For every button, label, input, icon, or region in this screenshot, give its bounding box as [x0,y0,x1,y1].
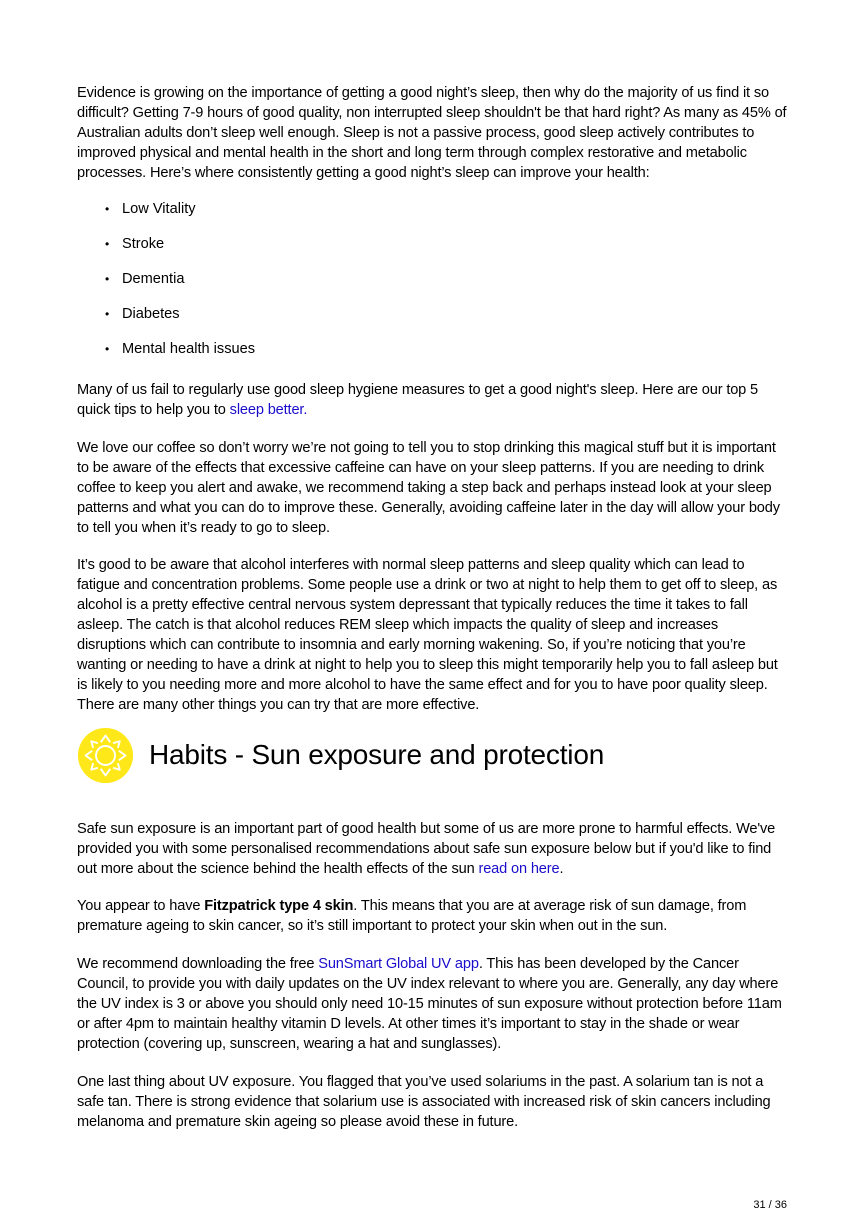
list-item: • Diabetes [105,306,180,322]
bullet: • [105,272,110,286]
solarium-paragraph: One last thing about UV exposure. You flagged that you’ve used solariums in the past. A solarium tan is not a safe tan. There is strong evidence that solarium use is associated with increased risk of skin cancers including melanoma and premature skin ageing so please avoid these in future. [77,1074,771,1130]
bullet: • [105,202,110,216]
uv-app-paragraph: We recommend downloading the free SunSmart Global UV app. This has been developed by the Cancer Council, to provide you with daily updates on the UV index relevant to where you are. Generally, any day where the UV index is 3 or above you should only need 10-15 minutes of sun exposure without protection before 11am or after 4pm to maintain healthy vitamin D levels. At other times it’s important to stay in the shade or wear protection (covering up, sunscreen, wearing a hat and sunglasses). [77,956,782,1052]
sleep-intro-paragraph: Evidence is growing on the importance of getting a good night’s sleep, then why do the majority of us find it so difficult? Getting 7-9 hours of good quality, non interrupted sleep shouldn't be that hard right? As many as 45% of Australian adults don’t sleep well enough. Sleep is not a passive process, good sleep actively contributes to improved physical and mental health in the short and long term through complex restorative and metabolic processes. Here’s where consistently getting a good night’s sleep can improve your health: [77,85,787,181]
section-title: Habits - Sun exposure and protection [149,739,605,770]
sunsmart-app-link[interactable]: SunSmart Global UV app [318,956,479,972]
sleep-better-link[interactable]: sleep better. [229,402,308,418]
bullet: • [105,237,110,251]
alcohol-paragraph: It’s good to be aware that alcohol interferes with normal sleep patterns and sleep quality which can lead to fatigue and concentration problems. Some people use a drink or two at night to help them to get off to sleep, as alcohol is a pretty effective central nervous system depressant that typically reduces the time it takes to fall asleep. The catch is that alcohol reduces REM sleep which impacts the quality of sleep and increases disruptions which can contribute to insomnia and early morning wakening. So, if you’re noticing that you’re wanting or needing to have a drink at night to help you to sleep this might temporarily help you to fall asleep but is likely to you needing more and more alcohol to have the same effect and for you to have poor quality sleep. There are many other things you can try that are more effective. [77,557,778,713]
health-benefits-list [77,199,789,359]
list-item: • Dementia [105,271,185,287]
list-item: • Mental health issues [105,341,256,357]
coffee-paragraph: We love our coffee so don’t worry we’re not going to tell you to stop drinking this magical stuff but it is important to be aware of the effects that excessive caffeine can have on your sleep patterns. If you are needing to drink coffee to keep you alert and awake, we recommend taking a step back and perhaps instead look at your sleep patterns and what you can do to improve these. Generally, avoiding caffeine later in the day will allow your body to tell you when it’s ready to go to sleep. [77,440,780,536]
list-item: • Low Vitality [105,201,196,217]
list-item: • Stroke [105,236,165,252]
bullet: • [105,307,110,321]
skin-type-paragraph: You appear to have Fitzpatrick type 4 skin. This means that you are at average risk of sun damage, from premature ageing to skin cancer, so it’s still important to protect your skin when out in the sun. [77,898,747,934]
bullet: • [105,342,110,356]
sleep-tips-paragraph: Many of us fail to regularly use good sleep hygiene measures to get a good night's sleep. Here are our top 5 quick tips to help you to sleep better. [77,382,759,418]
sun-exposure-paragraph: Safe sun exposure is an important part of good health but some of us are more prone to harmful effects. We've provided you with some personalised recommendations about safe sun exposure below but if you'd like to find out more about the science behind the health effects of the sun read on here. [77,821,776,877]
page-number: 31 / 36 [753,1199,787,1211]
read-on-here-link[interactable]: read on here [478,861,560,877]
sun-icon [77,727,134,784]
section-header [77,725,789,785]
document-page [77,83,789,1132]
skin-type-value: Fitzpatrick type 4 skin [204,898,354,914]
